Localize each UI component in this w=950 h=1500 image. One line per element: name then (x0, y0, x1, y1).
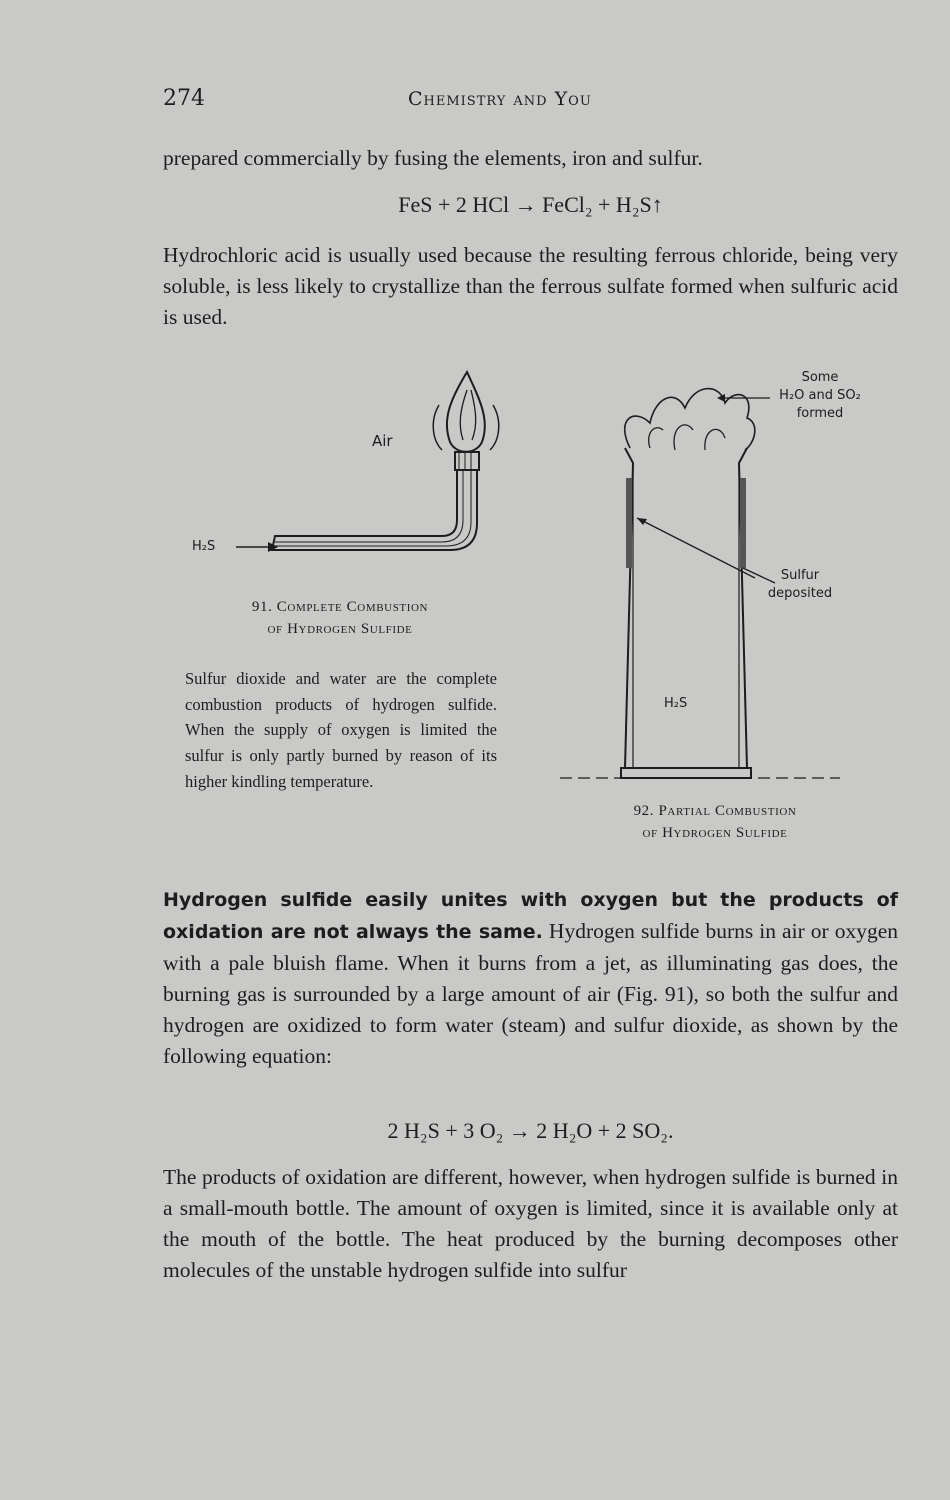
running-head: Chemistry and You (408, 88, 592, 110)
page-number: 274 (163, 86, 205, 111)
jet-tube (272, 470, 477, 550)
label-sulfur: Sulfur (780, 568, 820, 583)
label-h2s-inlet: H₂S (192, 539, 216, 554)
figure-92-caption-line2: of Hydrogen Sulfide (642, 825, 788, 841)
figure-91-illustration (180, 360, 510, 580)
flame-shape (447, 372, 485, 452)
label-formed: formed (796, 406, 844, 421)
equation-fes-hcl: FeS + 2 HCl → FeCl₂ + H₂S↑ (398, 192, 663, 217)
figure-92-caption-line1: 92. Partial Combustion (633, 803, 797, 819)
figure-91-caption-line2: of Hydrogen Sulfide (267, 621, 413, 637)
sulfur-deposit-left (626, 478, 632, 568)
label-fig92-top (770, 369, 870, 423)
label-h2s-jar: H₂S (664, 696, 688, 711)
figure-91-caption (180, 596, 500, 640)
sulfur-deposit-right (740, 478, 746, 568)
paragraph-hydrochloric: Hydrochloric acid is usually used because the resulting ferrous chloride, being very soluble, is less likely to crystallize than the ferrous sulfate formed when sulfuric acid is used. (163, 243, 898, 329)
figure-91-description (185, 666, 497, 795)
paragraph-oxidation-lead: Hydrogen sulfide easily unites with oxygen but the products of oxidation are not always the same. (163, 889, 898, 943)
label-some: Some (801, 370, 839, 385)
figure-91-description-text: Sulfur dioxide and water are the complete combustion products of hydrogen sulfide. When the supply of oxygen is limited the sulfur is only partly burned by reason of its higher kindling temperature. (185, 669, 497, 791)
equation-h2s-combustion: 2 H₂S + 3 O₂ → 2 H₂O + 2 SO₂. (387, 1118, 674, 1143)
paragraph-small-mouth-bottle: The products of oxidation are different, however, when hydrogen sulfide is burned in a small-mouth bottle. The amount of oxygen is limited, since it is available only at the mouth of the bottle. The heat produced by the burning decomposes other molecules of the unstable hydrogen sulfide into sulfur (163, 1165, 898, 1282)
jar-outline (625, 448, 747, 768)
intro-line: prepared commercially by fusing the elements, iron and sulfur. (163, 146, 703, 170)
label-air: Air (372, 432, 393, 450)
label-deposited: deposited (767, 586, 833, 601)
label-h2o-so2: H₂O and SO₂ (779, 388, 861, 403)
figure-91-caption-line1: 91. Complete Combustion (251, 599, 429, 615)
page-header (163, 86, 898, 120)
figure-92-caption (575, 800, 855, 844)
paragraph-oxidation-body: Hydrogen sulfide burns in air or oxygen with a pale bluish flame. When it burns from a jet, as illuminating gas does, the burning gas is surrounded by a large amount of air (Fig. 91), so both the sulfur and hydrogen are oxidized to form water (steam) and sulfur dioxide, as shown by the following equation: (163, 919, 899, 1068)
paragraph-oxidation (163, 884, 898, 1072)
label-fig92-sulfur (765, 567, 835, 603)
